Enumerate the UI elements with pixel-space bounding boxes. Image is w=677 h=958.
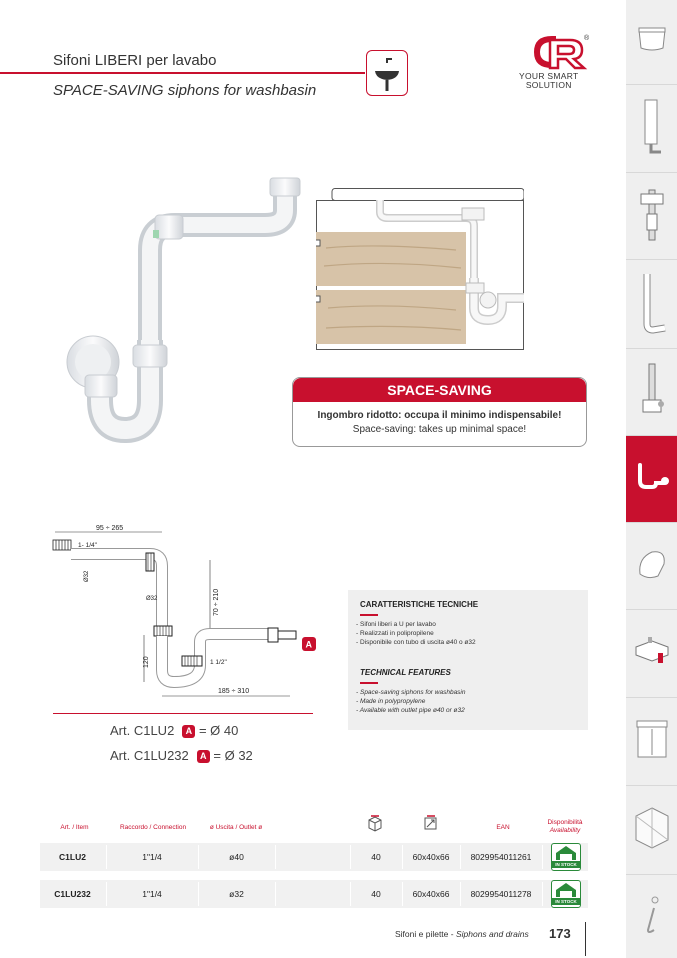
drawing-badge: A bbox=[305, 639, 312, 650]
dim-bottom: 185 ÷ 310 bbox=[218, 688, 250, 695]
slogan bbox=[519, 72, 579, 90]
in-stock-badge bbox=[551, 880, 581, 908]
space-saving-heading: SPACE-SAVING bbox=[293, 378, 586, 402]
cell-ean: 8029954011278 bbox=[470, 889, 532, 899]
article-label: Art. C1LU2 bbox=[110, 723, 175, 738]
tech-item: - Available with outlet pipe ø40 or ø32 bbox=[356, 707, 465, 714]
cell-ean: 8029954011261 bbox=[470, 852, 532, 862]
page-title-en: SPACE-SAVING siphons for washbasin bbox=[53, 82, 317, 99]
th-availability-it: Disponibilità bbox=[547, 819, 583, 826]
sidebar-item-flush-valves[interactable] bbox=[626, 349, 677, 436]
tech-item: - Realizzati in polipropilene bbox=[356, 630, 434, 637]
tech-dash bbox=[360, 614, 378, 616]
sidebar-item-fill-valves[interactable] bbox=[626, 173, 677, 260]
space-saving-text-it: Ingombro ridotto: occupa il minimo indispensabile! bbox=[317, 410, 562, 421]
sidebar-item-siphons[interactable] bbox=[626, 436, 677, 523]
washbasin-icon bbox=[366, 50, 408, 96]
sidebar-item-sinks[interactable] bbox=[626, 610, 677, 698]
cell-qty: 40 bbox=[371, 889, 381, 899]
dim-vertical: 70 ÷ 210 bbox=[213, 588, 220, 616]
th-ean: EAN bbox=[496, 824, 510, 831]
article-label: Art. C1LU232 bbox=[110, 748, 189, 763]
footer-text: Sifoni e pilette - Siphons and drains bbox=[395, 929, 529, 939]
fill-valve-icon bbox=[637, 184, 667, 249]
cell-size: 60x40x66 bbox=[412, 852, 450, 862]
cell-connection: 1"1/4 bbox=[142, 852, 162, 862]
articles-divider bbox=[53, 713, 313, 714]
shower-box-icon bbox=[634, 806, 670, 855]
th-availability bbox=[540, 819, 590, 835]
sidebar-item-cisterns[interactable] bbox=[626, 0, 677, 85]
toilet-seat-icon bbox=[634, 546, 670, 587]
cell-item: C1LU2 bbox=[59, 852, 86, 862]
page-number: 173 bbox=[549, 926, 571, 941]
in-stock-badge bbox=[551, 843, 581, 871]
th-outlet: ø Uscita / Outlet ø bbox=[209, 824, 263, 831]
tech-item: - Disponibile con tubo di uscita ø40 o ø32 bbox=[356, 639, 476, 646]
tech-title-en: TECHNICAL FEATURES bbox=[360, 668, 451, 677]
tech-list-it bbox=[356, 620, 476, 647]
flush-valve-icon bbox=[637, 360, 667, 425]
space-saving-box bbox=[292, 377, 587, 447]
dia-left: Ø32 bbox=[84, 570, 90, 582]
cell-size: 60x40x66 bbox=[412, 889, 450, 899]
article-badge: A bbox=[182, 725, 195, 738]
dim-top: 95 ÷ 265 bbox=[96, 525, 124, 532]
registered-mark: ® bbox=[584, 35, 590, 42]
article-value: = Ø 32 bbox=[213, 748, 253, 763]
cistern-icon bbox=[636, 26, 668, 59]
tech-item: - Sifoni liberi a U per lavabo bbox=[356, 621, 436, 628]
tech-title-it: CARATTERISTICHE TECNICHE bbox=[360, 600, 479, 609]
sidebar-item-l-pipes[interactable] bbox=[626, 260, 677, 349]
table-row bbox=[40, 880, 588, 908]
dia-mid: Ø32 bbox=[146, 596, 158, 602]
page-title-it: Sifoni LIBERI per lavabo bbox=[53, 52, 217, 69]
tech-dash bbox=[360, 682, 378, 684]
title-divider bbox=[0, 72, 365, 74]
article-badge: A bbox=[197, 750, 210, 763]
sidebar-item-flush-pipes[interactable] bbox=[626, 85, 677, 173]
sidebar-item-cabinets[interactable] bbox=[626, 698, 677, 786]
cell-connection: 1"1/4 bbox=[142, 889, 162, 899]
technical-features-box bbox=[348, 590, 588, 730]
info-icon bbox=[640, 892, 664, 941]
tech-list-en bbox=[356, 688, 466, 715]
slogan-line1: YOUR SMART bbox=[519, 71, 579, 81]
article-value: = Ø 40 bbox=[198, 723, 239, 738]
sink-icon bbox=[632, 635, 672, 672]
cell-qty: 40 bbox=[371, 852, 381, 862]
flush-pipe-icon bbox=[637, 96, 667, 161]
th-availability-en: Availability bbox=[549, 827, 581, 834]
thread-bottom: 1 1/2" bbox=[210, 659, 227, 666]
dimensions-icon bbox=[422, 814, 440, 837]
sidebar-item-info[interactable] bbox=[626, 875, 677, 958]
siphon-icon bbox=[632, 461, 672, 498]
slogan-line2: SOLUTION bbox=[525, 80, 572, 90]
in-stock-label: IN STOCK bbox=[552, 861, 580, 868]
dim-left-vertical: 120 bbox=[143, 656, 150, 668]
cabinet-icon bbox=[634, 717, 670, 766]
cell-outlet: ø32 bbox=[229, 889, 244, 899]
in-stock-label: IN STOCK bbox=[552, 898, 580, 905]
page-number-rule bbox=[585, 922, 586, 956]
l-pipe-icon bbox=[637, 270, 667, 339]
sidebar-item-shower-boxes[interactable] bbox=[626, 786, 677, 875]
article-c1lu232 bbox=[110, 748, 253, 763]
box-icon bbox=[366, 814, 384, 837]
installation-photo bbox=[316, 188, 524, 350]
siphon-photo bbox=[65, 170, 305, 450]
thread-top: 1- 1/4" bbox=[78, 542, 97, 549]
table-row bbox=[40, 843, 588, 871]
space-saving-text-en: Space-saving: takes up minimal space! bbox=[352, 424, 527, 435]
article-c1lu2 bbox=[110, 723, 238, 738]
tech-item: - Space-saving siphons for washbasin bbox=[356, 689, 466, 696]
th-item: Art. / Item bbox=[60, 824, 89, 831]
cell-item: C1LU232 bbox=[54, 889, 91, 899]
th-connection: Raccordo / Connection bbox=[119, 824, 187, 831]
category-sidebar bbox=[626, 0, 677, 958]
sidebar-item-toilet-seats[interactable] bbox=[626, 523, 677, 610]
cell-outlet: ø40 bbox=[229, 852, 244, 862]
technical-drawing bbox=[50, 520, 330, 700]
tech-item: - Made in polypropylene bbox=[356, 698, 426, 705]
